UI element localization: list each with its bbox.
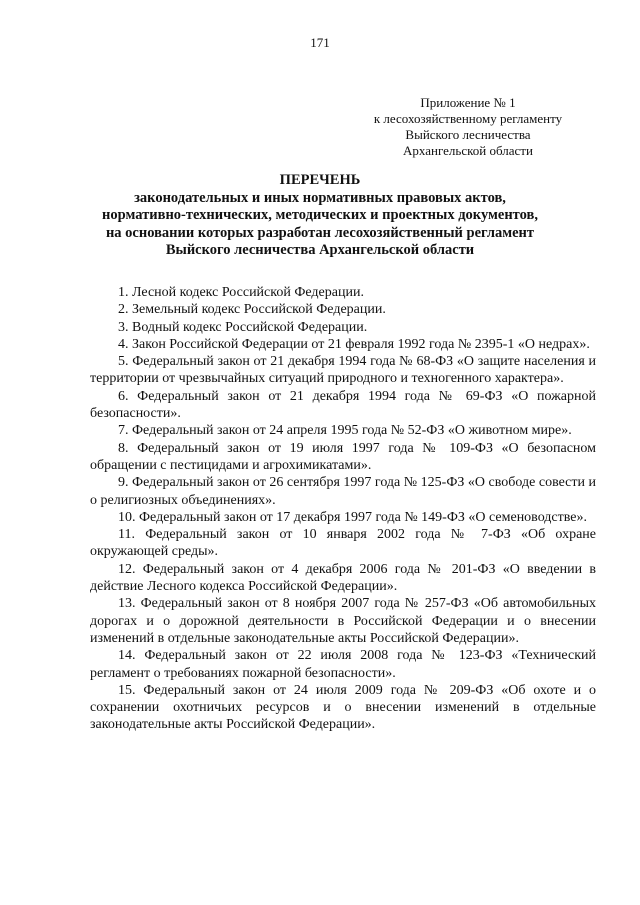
act-item: 13. Федеральный закон от 8 ноября 2007 года № 257-ФЗ «Об автомобильных дорогах и о дорожной деятельности в Российской Федерации и о внесении изменений в отдельные законодательные акты Российской Федерации». — [90, 596, 596, 646]
act-item: 11. Федеральный закон от 10 января 2002 года № 7-ФЗ «Об охране окружающей среды». — [90, 527, 596, 560]
title-heading: ПЕРЕЧЕНЬ — [279, 172, 361, 188]
appendix-note — [352, 95, 584, 159]
act-item: 15. Федеральный закон от 24 июля 2009 года № 209-ФЗ «Об охоте и о сохранении охотничьих ресурсов и о внесении изменений в отдельные законодательные акты Российской Федерации». — [90, 682, 596, 733]
title-line: нормативно-технических, методических и проектных документов, — [102, 207, 538, 223]
act-item: 9. Федеральный закон от 26 сентября 1997 года № 125-ФЗ «О свободе совести и о религиозных объединениях». — [90, 475, 596, 508]
act-item: 12. Федеральный закон от 4 декабря 2006 года № 201-ФЗ «О введении в действие Лесного кодекса Российской Федерации». — [90, 561, 596, 595]
act-item: 10. Федеральный закон от 17 декабря 1997 года № 149-ФЗ «О семеноводстве». — [118, 509, 587, 525]
title-line: законодательных и иных нормативных правовых актов, — [134, 189, 506, 206]
act-item: 5. Федеральный закон от 21 декабря 1994 года № 68-ФЗ «О защите населения и территории от чрезвычайных ситуаций природного и техногенного характера». — [90, 354, 596, 387]
appendix-line: Приложение № 1 — [420, 95, 516, 110]
page-number: 171 — [310, 35, 330, 50]
act-item: 8. Федеральный закон от 19 июля 1997 года № 109-ФЗ «О безопасном обращении с пестицидами и агрохимикатами». — [90, 440, 596, 473]
document-title — [90, 172, 550, 260]
title-line: Выйского лесничества Архангельской области — [165, 242, 475, 258]
act-item: 7. Федеральный закон от 24 апреля 1995 года № 52-ФЗ «О животном мире». — [118, 423, 572, 439]
appendix-line: к лесохозяйственному регламенту — [373, 111, 563, 126]
act-item: 1. Лесной кодекс Российской Федерации. — [118, 285, 364, 300]
act-item: 2. Земельный кодекс Российской Федерации. — [118, 302, 386, 318]
act-item: 4. Закон Российской Федерации от 21 февраля 1992 года № 2395-1 «О недрах». — [118, 336, 590, 352]
appendix-line: Архангельской области — [403, 143, 533, 158]
appendix-line: Выйского лесничества — [405, 127, 531, 142]
acts-list — [90, 284, 596, 734]
title-line: на основании которых разработан лесохозяйственный регламент — [105, 224, 535, 241]
act-item: 14. Федеральный закон от 22 июля 2008 года № 123-ФЗ «Технический регламент о требованиях пожарной безопасности». — [90, 648, 596, 681]
act-item: 3. Водный кодекс Российской Федерации. — [118, 319, 368, 335]
act-item: 6. Федеральный закон от 21 декабря 1994 года № 69-ФЗ «О пожарной безопасности». — [90, 388, 596, 422]
